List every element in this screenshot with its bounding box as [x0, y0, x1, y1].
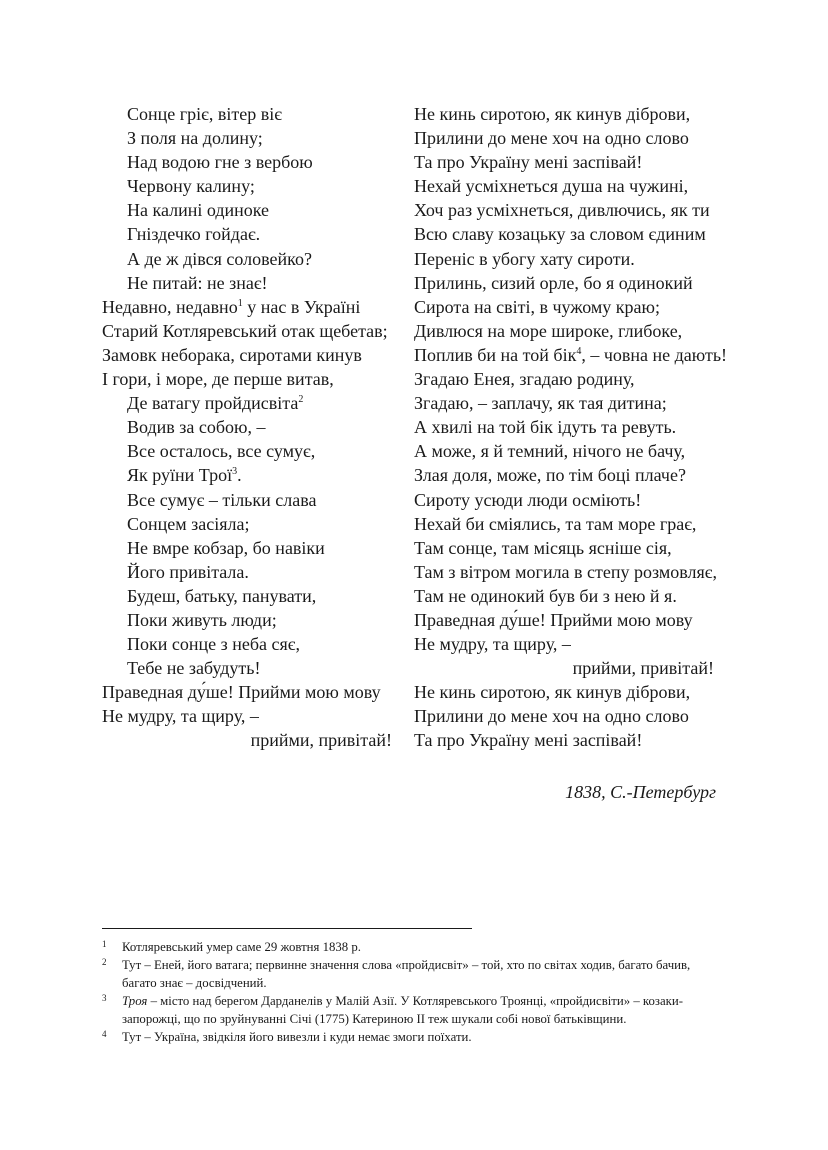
- poem-line-text: Будеш, батьку, панувати,: [127, 585, 317, 606]
- poem-line-text: Та про Україну мені заспівай!: [414, 730, 643, 751]
- poem-line: [102, 632, 392, 656]
- poem-line: [102, 608, 392, 632]
- poem-line-text: Прилинь, сизий орле, бо я одинокий: [414, 272, 693, 293]
- poem-line-text: Недавно, недавно: [102, 296, 238, 317]
- poem-line-text: Поки живуть люди;: [127, 609, 277, 630]
- poem-line-text: Там з вітром могила в степу розмовляє,: [414, 561, 718, 582]
- poem-line-text: Замовк неборака, сиротами кинув: [102, 344, 362, 365]
- footnote-number: 2: [102, 957, 107, 967]
- poem-line: [102, 174, 392, 198]
- poem-line: [414, 560, 718, 584]
- poem-line-text: , – човна не дають!: [581, 344, 728, 365]
- poem-line: [414, 343, 728, 367]
- poem-line: [102, 560, 392, 584]
- poem-line-text: прийми, привітай!: [572, 658, 714, 679]
- poem-line-text: Там сонце, там місяць ясніше сія,: [414, 537, 672, 558]
- poem-line: [414, 391, 714, 415]
- footnote-divider: [102, 928, 472, 929]
- poem-line-text: А може, я й темний, нічого не бачу,: [414, 441, 686, 462]
- poem-line-text: З поля на долину;: [127, 128, 263, 149]
- poem-line-text: Старий Котляревський отак щебетав;: [102, 320, 388, 341]
- poem-line-text: Там не одинокий був би з нею й я.: [414, 585, 677, 606]
- poem-line-text: А хвилі на той бік ідуть та ревуть.: [414, 417, 677, 438]
- poem-line-text: Все осталось, все сумує,: [127, 441, 316, 462]
- poem-line: [414, 126, 714, 150]
- footnote-marker: 4: [576, 345, 582, 357]
- poem-line: [102, 222, 392, 246]
- poem-line-text: Не кинь сиротою, як кинув діброви,: [414, 682, 691, 703]
- poem-line-text: Прилини до мене хоч на одно слово: [414, 706, 689, 727]
- poem-line: [414, 295, 714, 319]
- footnote-marker: 2: [298, 394, 304, 406]
- poem-line: [414, 247, 714, 271]
- poem-line: [102, 728, 392, 752]
- poem-line: [414, 271, 714, 295]
- poem-line: [102, 656, 392, 680]
- poem-line-text: Нехай усміхнеться душа на чужині,: [414, 176, 689, 197]
- poem-right-column: [414, 102, 728, 753]
- poem-line: [414, 198, 714, 222]
- poem-line: [414, 488, 714, 512]
- poem-line-text: Згадаю, – заплачу, як тая дитина;: [414, 393, 667, 414]
- poem-line: [414, 222, 714, 246]
- footnote-text: Котляревський умер саме 29 жовтня 1838 р.: [122, 940, 362, 954]
- poem-line-text: Та про Україну мені заспівай!: [414, 152, 643, 173]
- poem-line: [102, 584, 392, 608]
- poem-line-text: Не кинь сиротою, як кинув діброви,: [414, 104, 691, 124]
- poem-line-text: Тебе не забудуть!: [127, 658, 261, 679]
- poem-line-text: .: [237, 465, 242, 486]
- poem-line: [102, 512, 392, 536]
- poem-line: [102, 391, 392, 415]
- poem-line-text: Червону калину;: [127, 176, 255, 197]
- poem-line-text: А де ж дівся соловейко?: [127, 248, 312, 269]
- poem-line: [102, 415, 392, 439]
- poem-line: [414, 536, 714, 560]
- poem-line-text: Сирота на світі, в чужому краю;: [414, 296, 660, 317]
- poem-line-text: Як руїни Трої: [127, 465, 233, 486]
- poem-line: [414, 439, 714, 463]
- poem-line: [414, 319, 714, 343]
- poem-line: [102, 198, 392, 222]
- poem-line: [414, 367, 714, 391]
- poem-line: [414, 512, 714, 536]
- poem-line: [414, 150, 714, 174]
- footnote-marker: 1: [237, 297, 243, 309]
- poem-line-text: прийми, привітай!: [250, 730, 392, 751]
- poem-line: [102, 271, 392, 295]
- footnote-text: Тут – Україна, звідкіля його вивезли і куди немає змоги поїхати.: [122, 1030, 472, 1044]
- poem-line: [102, 126, 392, 150]
- poem-line-text: Праведная ду́ше! Прийми мою мову: [414, 609, 693, 630]
- poem-line-text: Праведная ду́ше! Прийми мою мову: [102, 682, 381, 703]
- footnote-body: – місто над берегом Дарданелів у Малій Азії. У Котляревського Троянці, «пройдисвіти» – козаки-запорожці, що по зруйнуванні Січі (1775) Катериною ІІ теж шукали собі нової батьківщини.: [122, 994, 683, 1026]
- poem-line: [414, 584, 714, 608]
- poem-line-text: Переніс в убогу хату сироти.: [414, 248, 635, 269]
- footnote-number: 1: [102, 939, 107, 949]
- poem-line-text: Над водою гне з вербою: [127, 152, 313, 173]
- poem-line: [414, 608, 714, 632]
- poem-line-text: Поки сонце з неба сяє,: [127, 634, 300, 655]
- poem-line-text: Нехай би сміялись, та там море грає,: [414, 513, 697, 534]
- poem-line-text: Не вмре кобзар, бо навіки: [127, 537, 325, 558]
- poem-line-text: Сонцем засіяла;: [127, 513, 250, 534]
- footnote: [102, 992, 714, 1028]
- poem-line: [414, 415, 714, 439]
- footnote: [102, 938, 714, 956]
- footnotes: [102, 938, 714, 1046]
- poem-line-text: Сонце гріє, вітер віє: [127, 104, 282, 124]
- footnote-text: Тут – Еней, його ватага; первинне значення слова «пройдисвіт» – той, хто по світах ходив, багато бачив, багато знає – досвідчений.: [122, 958, 691, 990]
- footnote-number: 4: [102, 1029, 107, 1039]
- poem-line-text: Гніздечко гойдає.: [127, 224, 261, 245]
- poem-line: [102, 488, 392, 512]
- poem-line-text: Водив за собою, –: [127, 417, 266, 438]
- poem-line-text: Не мудру, та щиру, –: [102, 706, 259, 727]
- poem-line-text: Поплив би на той бік: [414, 344, 577, 365]
- footnote-text: [122, 992, 714, 1028]
- poem-line-text: Згадаю Енея, згадаю родину,: [414, 369, 635, 390]
- date-place-signature: 1838, С.-Петербург: [565, 782, 716, 802]
- poem-line: [102, 463, 392, 487]
- poem-line-text: На калині одиноке: [127, 200, 270, 221]
- poem-line: [414, 680, 714, 704]
- poem-line: [414, 728, 714, 752]
- poem-line-text: Де ватагу пройдисвіта: [127, 393, 299, 414]
- poem-line: [414, 704, 714, 728]
- poem-line: [102, 150, 392, 174]
- poem-line-text: І гори, і море, де перше витав,: [102, 369, 334, 390]
- poem-line-text: Дивлюся на море широке, глибоке,: [414, 320, 683, 341]
- poem-line-text: Не мудру, та щиру, –: [414, 634, 571, 655]
- poem-line: [414, 656, 714, 680]
- poem-line: [102, 343, 392, 367]
- poem-line: [102, 247, 392, 271]
- footnote-number: 3: [102, 993, 107, 1003]
- poem-line: [102, 102, 392, 126]
- poem-line-text: Не питай: не знає!: [127, 272, 268, 293]
- poem-left-column: [102, 102, 392, 753]
- footnote: [102, 1028, 714, 1046]
- footnote-marker: 3: [232, 466, 238, 478]
- poem-line: [414, 463, 714, 487]
- poem-line: [102, 295, 392, 319]
- poem-line-text: Прилини до мене хоч на одно слово: [414, 128, 689, 149]
- poem-line-text: Його привітала.: [127, 561, 249, 582]
- poem-line: [102, 680, 392, 704]
- poem-line: [102, 704, 392, 728]
- footnote: [102, 956, 714, 992]
- poem-line-text: у нас в Україні: [242, 296, 361, 317]
- poem-line: [102, 439, 392, 463]
- poem-line-text: Сироту усюди люди осміють!: [414, 489, 642, 510]
- poem-line: [102, 536, 392, 560]
- poem-line-text: Хоч раз усміхнеться, дивлючись, як ти: [414, 200, 710, 221]
- poem-line-text: Всю славу козацьку за словом єдиним: [414, 224, 706, 245]
- poem-line: [414, 632, 714, 656]
- poem-line: [414, 102, 714, 126]
- poem-line: [102, 319, 392, 343]
- poem-line-text: Злая доля, може, по тім боці плаче?: [414, 465, 686, 486]
- poem-line: [102, 367, 392, 391]
- poem-line-text: Все сумує – тільки слава: [127, 489, 317, 510]
- footnote-term: Троя: [122, 994, 148, 1008]
- poem-line: [414, 174, 714, 198]
